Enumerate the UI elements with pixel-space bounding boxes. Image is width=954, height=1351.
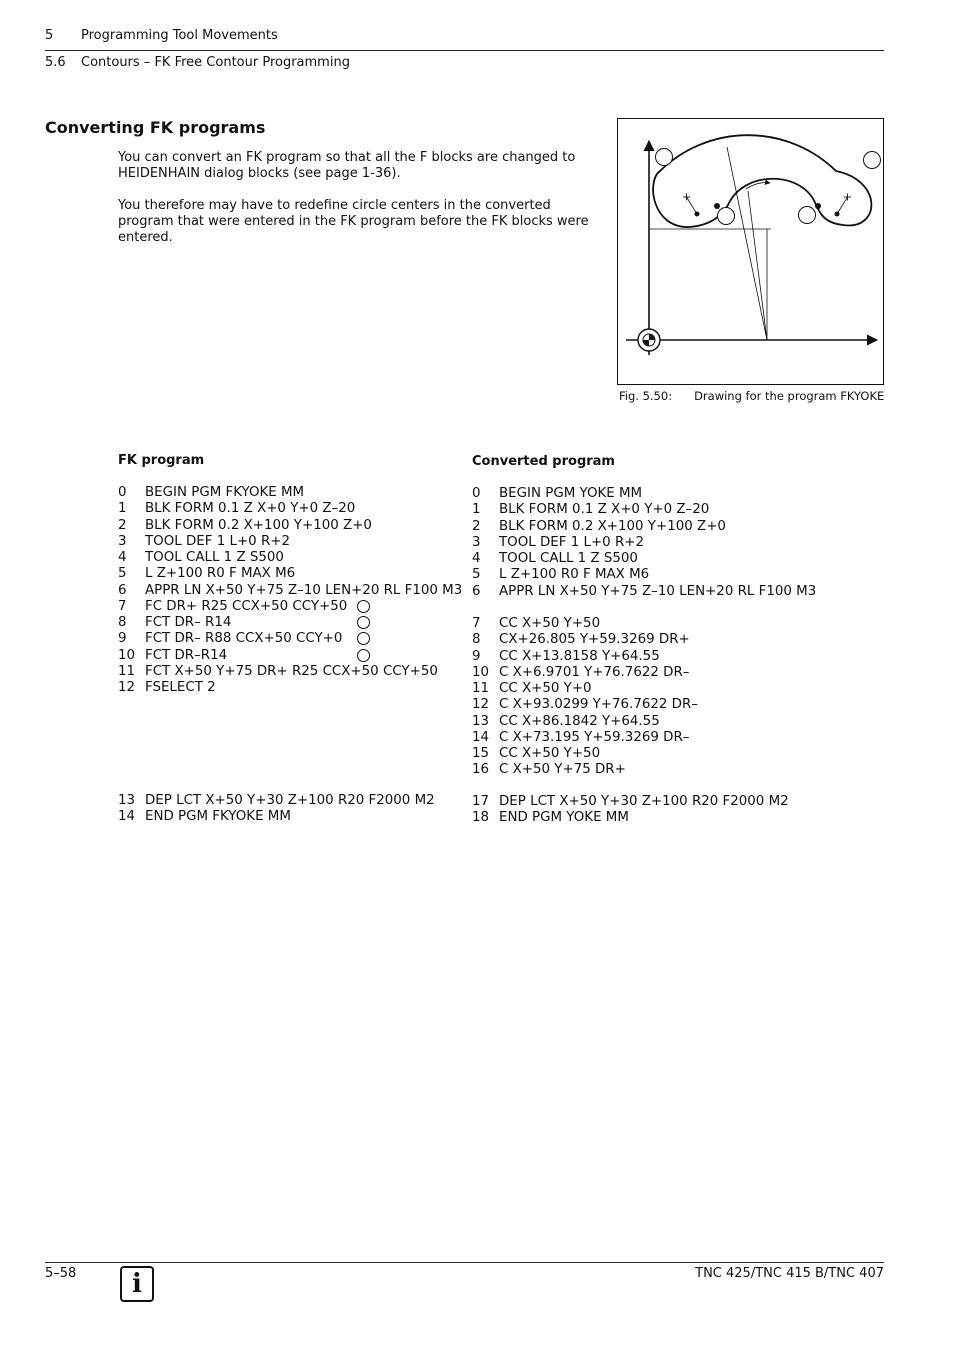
center-line-left	[687, 197, 698, 214]
code-line: 11 FCT X+50 Y+75 DR+ R25 CCX+50 CCY+50	[118, 663, 438, 679]
figure-fkyoke-drawing	[617, 118, 884, 385]
figure-caption	[619, 389, 884, 403]
code-line: 8 FCT DR– R14	[118, 615, 462, 631]
converted-program-end-listing	[472, 794, 789, 827]
label-circle-d	[799, 207, 816, 224]
converted-program-title: Converted program	[472, 454, 615, 469]
figure-caption-text: Drawing for the program FKYOKE	[694, 389, 885, 403]
code-line: 4 TOOL CALL 1 Z S500	[472, 551, 638, 566]
radius-line-outer	[727, 147, 767, 340]
code-line: 13 DEP LCT X+50 Y+30 Z+100 R20 F2000 M2	[118, 793, 435, 808]
code-line: 6 APPR LN X+50 Y+75 Z–10 LEN+20 RL F100 M3	[118, 582, 463, 598]
label-circle-c	[718, 208, 735, 225]
code-line: 12 FSELECT 2	[118, 680, 216, 695]
code-line: 15 CC X+50 Y+50	[472, 746, 601, 761]
code-line: 3 TOOL DEF 1 L+0 R+2	[118, 533, 290, 549]
paragraph-2: You therefore may have to redefine circle centers in the converted program that were entered in the FK program before the FK blocks were entered.	[118, 198, 589, 245]
code-line: 2 BLK FORM 0.2 X+100 Y+100 Z+0	[472, 518, 726, 534]
code-line: 6 APPR LN X+50 Y+75 Z–10 LEN+20 RL F100 M3	[472, 583, 817, 599]
fk-program-end-listing	[118, 793, 435, 826]
code-line: 11 CC X+50 Y+0	[472, 681, 592, 696]
footer-rule	[45, 1262, 884, 1263]
code-line: 13 CC X+86.1842 Y+64.55	[472, 713, 660, 729]
code-line: 7 CC X+50 Y+50	[472, 616, 601, 631]
header-section	[45, 55, 350, 70]
converted-program-listing	[472, 486, 816, 779]
code-line: 2 BLK FORM 0.2 X+100 Y+100 Z+0	[118, 517, 372, 533]
section-number: 5.6	[45, 55, 66, 70]
code-line: 18 END PGM YOKE MM	[472, 810, 629, 826]
code-line: 10 C X+6.9701 Y+76.7622 DR–	[472, 664, 690, 680]
code-line: 14 END PGM FKYOKE MM	[118, 809, 291, 825]
section-title: Contours – FK Free Contour Programming	[81, 55, 350, 70]
code-line: 16 C X+50 Y+75 DR+	[472, 762, 626, 778]
info-icon: i	[120, 1266, 154, 1302]
figure-label: Fig. 5.50:	[619, 389, 673, 403]
product-name: TNC 425/TNC 415 B/TNC 407	[695, 1266, 884, 1281]
code-line: 12 C X+93.0299 Y+76.7622 DR–	[472, 697, 698, 713]
page-heading: Converting FK programs	[45, 118, 266, 137]
code-line: 10 FCT DR–R14	[118, 648, 462, 664]
radius-line-inner	[748, 191, 767, 340]
block-marker-circle	[357, 616, 370, 629]
code-line: 17 DEP LCT X+50 Y+30 Z+100 R20 F2000 M2	[472, 794, 789, 809]
code-line: 9 FCT DR– R88 CCX+50 CCY+0	[118, 631, 462, 647]
code-line: 14 C X+73.195 Y+59.3269 DR–	[472, 729, 690, 745]
tangent-point-1	[714, 203, 720, 209]
chapter-number: 5	[45, 28, 54, 43]
tangent-point-2	[815, 203, 821, 209]
code-line: 0 BEGIN PGM FKYOKE MM	[118, 485, 305, 500]
code-line: 3 TOOL DEF 1 L+0 R+2	[472, 534, 644, 550]
header-rule	[45, 50, 884, 51]
paragraph-1: You can convert an FK program so that all the F blocks are changed to HEIDENHAIN dialog blocks (see page 1-36).	[118, 150, 576, 181]
code-line: 4 TOOL CALL 1 Z S500	[118, 550, 284, 565]
label-circle-a	[656, 149, 673, 166]
block-marker-circle	[357, 632, 370, 645]
center-line-right	[837, 197, 848, 214]
page-number: 5–58	[45, 1266, 77, 1281]
block-marker-circle	[357, 600, 370, 613]
code-line: 1 BLK FORM 0.1 Z X+0 Y+0 Z–20	[118, 501, 356, 517]
yoke-drawing	[618, 119, 883, 384]
chapter-title: Programming Tool Movements	[81, 28, 278, 43]
code-line: 7 FC DR+ R25 CCX+50 CCY+50	[118, 599, 462, 615]
fk-program-title: FK program	[118, 453, 205, 468]
code-line: 8 CX+26.805 Y+59.3269 DR+	[472, 632, 690, 648]
fk-program-listing	[118, 485, 462, 696]
code-line: 1 BLK FORM 0.1 Z X+0 Y+0 Z–20	[472, 502, 710, 518]
code-line: 9 CC X+13.8158 Y+64.55	[472, 648, 660, 664]
code-line: 5 L Z+100 R0 F MAX M6	[472, 567, 650, 583]
label-circle-b	[864, 152, 881, 169]
block-marker-circle	[357, 649, 370, 662]
code-line: 0 BEGIN PGM YOKE MM	[472, 486, 643, 501]
code-line: 5 L Z+100 R0 F MAX M6	[118, 566, 296, 582]
header-chapter	[45, 28, 278, 43]
